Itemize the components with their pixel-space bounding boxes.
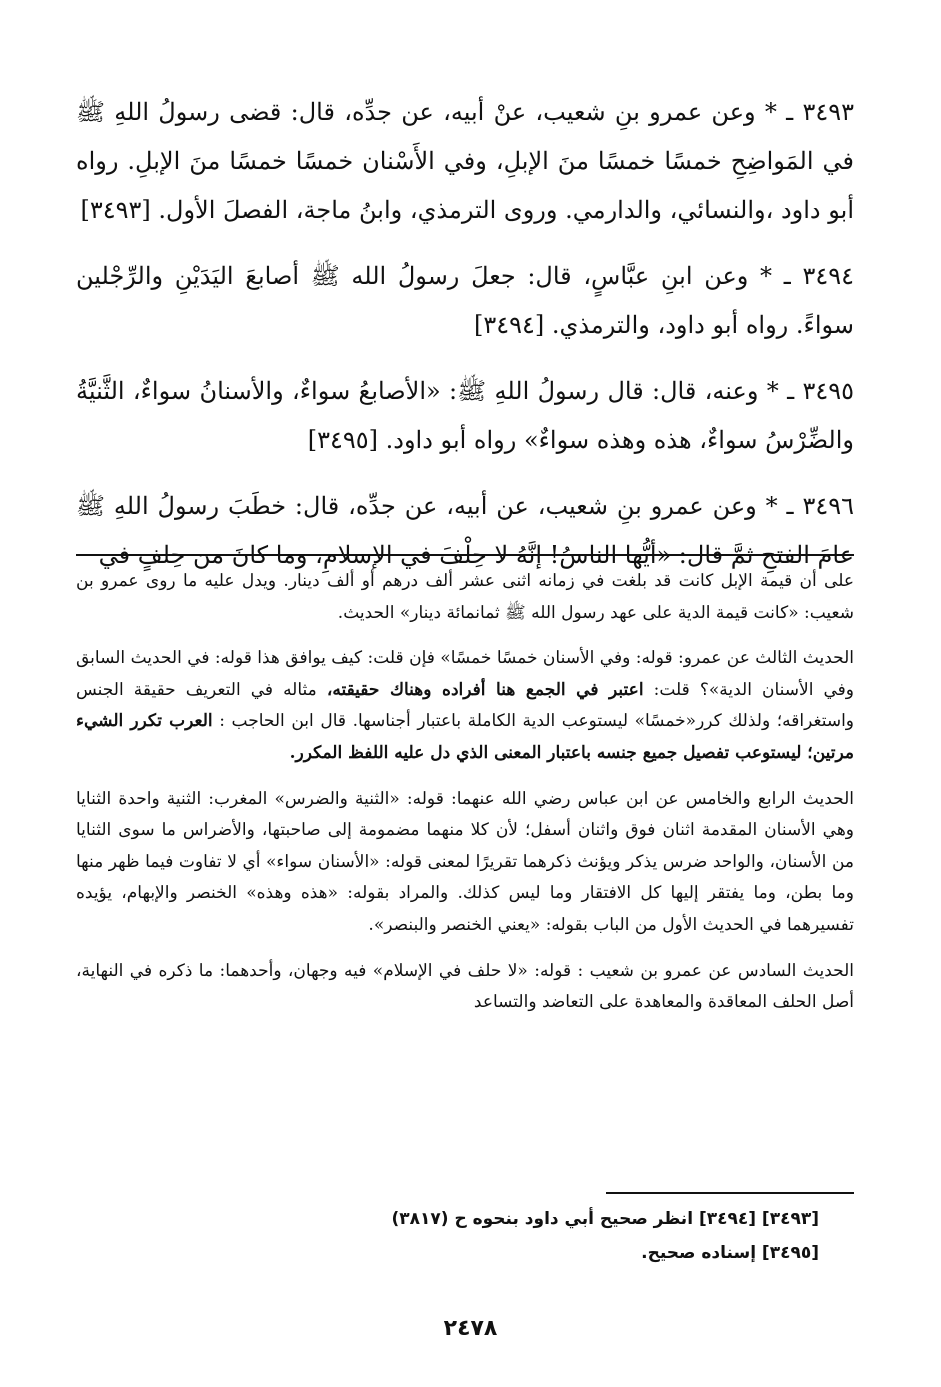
footnote-2: [٣٤٩٥] إسناده صحيح.: [641, 1243, 819, 1263]
commentary-bold-text: اعتبر في الجمع هنا أفراده وهناك حقيقته،: [326, 679, 644, 700]
commentary-section: [76, 566, 854, 1033]
page-number: ٢٤٧٨: [443, 1316, 498, 1341]
commentary-paragraph-2: [76, 643, 854, 769]
footnote-1: [٣٤٩٣] [٣٤٩٤] انظر صحيح أبي داود بنحوه ح (٣٨١٧): [391, 1209, 819, 1229]
commentary-bold-text: العرب تكرر الشيء مرتين؛ ليستوعب تفصيل جميع جنسه باعتبار المعنى الذي دل عليه اللفظ المكرر.: [76, 711, 854, 763]
commentary-text: مثاله في التعريف حقيقة الجنس واستغراقه؛ ولذلك كرر«خمسًا» ليستوعب الدية الكاملة باعتبار أجناسها. قال ابن الحاجب :: [76, 679, 855, 732]
hadith-3494: ٣٤٩٤ ـ * وعن ابنِ عبَّاسٍ، قال: جعلَ رسولُ الله ﷺ أصابعَ اليَدَيْنِ والرِّجْلين سواءً. رواه أبو داود، والترمذي. [٣٤٩٤]: [76, 262, 854, 339]
commentary-text: الحديث الثالث عن عمرو: قوله: وفي الأسنان خمسًا خمسًا» فإن قلت: كيف يوافق هذا قوله: في الحديث السابق وفي الأسنان الدية»؟ قلت:: [76, 648, 855, 700]
commentary-paragraph-4: الحديث السادس عن عمرو بن شعيب : قوله: «لا حلف في الإسلام» فيه وجهان، وأحدهما: ما ذكره في النهاية، أصل الحلف المعاقدة والمعاهدة على التعاضد والتساعد: [76, 960, 855, 1013]
footnotes: [259, 1202, 819, 1270]
commentary-paragraph-1: على أن قيمة الإبل كانت قد بلغت في زمانه اثنى عشر ألف درهم أو ألف دينار. ويدل عليه ما روى عمرو بن شعيب: «كانت قيمة الدية على عهد رسول الله ﷺ ثمانمائة دينار» الحديث.: [76, 571, 854, 623]
hadith-3495: ٣٤٩٥ ـ * وعنه، قال: قال رسولُ اللهِ ﷺ: «الأصابعُ سواءٌ، والأسنانُ سواءٌ، الثَّنيَّةُ والضِّرْسُ سواءٌ، هذه وهذه سواءٌ» رواه أبو داود. [٣٤٩٥]: [76, 377, 854, 454]
footnote-divider: [606, 1192, 854, 1194]
hadith-section: [76, 88, 854, 597]
section-divider: [76, 554, 854, 556]
hadith-3493: ٣٤٩٣ ـ * وعن عمرو بنِ شعيب، عنْ أبيه، عن جدِّه، قال: قضى رسولُ اللهِ ﷺ في المَواضِحِ خمسًا خمسًا منَ الإبلِ، وفي الأَسْنان خمسًا خمسًا منَ الإبلِ. رواه أبو داود ،والنسائي، والدارمي. وروى الترمذي، وابنُ ماجة، الفصلَ الأول. [٣٤٩٣]: [76, 98, 854, 224]
commentary-paragraph-3: الحديث الرابع والخامس عن ابن عباس رضي الله عنهما: قوله: «الثنية والضرس» المغرب: الثنية واحدة الثنايا وهي الأسنان المقدمة اثنان فوق واثنان أسفل؛ لأن كلا منهما مضمومة إلى صاحبتها، والأضراس ما سوى الثنايا من الأسنان، والواحد ضرس يذكر ويؤنث ذكرهما تقريرًا لمعنى قوله: «الأسنان سواء» أي لا تفاوت فيما ظهر منها وما بطن، وما يفتقر إليها كل الافتقار وما ليس كذلك. والمراد بقوله: «هذه وهذه» الخنصر والإبهام، يؤيده تفسيرهما في الحديث الأول من الباب بقوله: «يعني الخنصر والبنصر».: [76, 788, 854, 935]
hadith-3496: ٣٤٩٦ ـ * وعن عمرو بنِ شعيب، عن أبيه، عن جدِّه، قال: خطَبَ رسولُ اللهِ ﷺ عامَ الفتحِ ثمَّ قال: «أيُّها الناسُ! إنَّهُ لا حِلْفَ في الإسلامِ، وما كانَ من حِلفٍ في: [76, 492, 855, 569]
